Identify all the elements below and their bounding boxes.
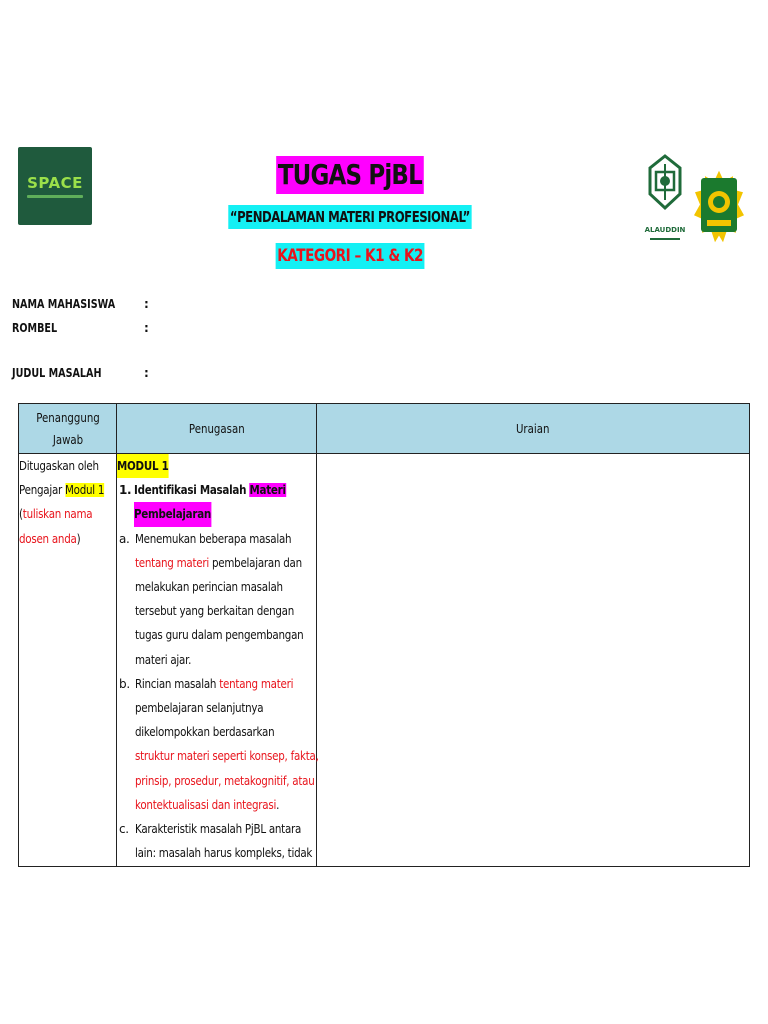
item-red-text: tentang materi	[219, 676, 294, 691]
uin-alauddin-logo	[642, 150, 688, 246]
space-logo-bar	[27, 195, 83, 198]
subtitle-row	[0, 205, 700, 229]
uraian-cell[interactable]	[317, 454, 750, 867]
table-row	[19, 454, 750, 867]
col1-line: Pengajar	[19, 483, 66, 498]
item-text: tugas guru dalam pengembangan	[135, 628, 304, 643]
header-uraian	[317, 404, 750, 454]
list-marker: a.	[119, 531, 130, 546]
header-penugasan	[117, 404, 317, 454]
penanggung-jawab-cell	[19, 454, 117, 867]
uin-logo-text: ALAUDDIN	[644, 226, 686, 234]
list-item	[117, 817, 316, 865]
header-label: Penugasan	[188, 421, 245, 436]
kemenag-logo	[693, 156, 745, 250]
field-colon: :	[144, 297, 149, 311]
category-label: KATEGORI – K1 & K2	[276, 243, 425, 269]
col1-paren: (	[19, 507, 23, 522]
field-label: NAMA MAHASISWA	[12, 297, 116, 311]
item-red-text: prinsip, prosedur, metakognitif, atau	[135, 773, 315, 788]
field-nama-mahasiswa[interactable]	[12, 297, 149, 311]
field-label: JUDUL MASALAH	[12, 366, 102, 380]
item-text: .	[276, 797, 280, 812]
col1-red-text: tuliskan nama	[22, 507, 93, 522]
item-text: dikelompokkan berdasarkan	[135, 725, 275, 740]
item-text: tersebut yang berkaitan dengan	[135, 604, 295, 619]
field-rombel[interactable]	[12, 321, 149, 335]
header-label: Uraian	[516, 421, 550, 436]
space-logo-text: SPACE	[27, 174, 83, 192]
item-text: lain: masalah harus kompleks, tidak	[135, 846, 313, 861]
field-colon: :	[144, 366, 149, 380]
item-red-text: kontektualisasi dan integrasi	[135, 797, 277, 812]
item-text: melakukan perincian masalah	[135, 580, 283, 595]
item-text: Karakteristik masalah PjBL antara	[135, 822, 302, 837]
item-text: Menemukan beberapa masalah	[135, 531, 292, 546]
header-penanggung-jawab	[19, 404, 117, 454]
list-item	[117, 527, 316, 672]
col1-line: Ditugaskan oleh	[19, 459, 99, 473]
list-item	[117, 478, 316, 526]
field-colon: :	[144, 321, 149, 335]
page-subtitle: “PENDALAMAN MATERI PROFESIONAL”	[228, 205, 471, 229]
category-row	[0, 243, 700, 269]
item-red-text: struktur materi seperti konsep, fakta,	[135, 749, 319, 764]
list-marker: c.	[119, 822, 129, 837]
table-header-row	[19, 404, 750, 454]
header-label: Penanggung Jawab	[35, 410, 100, 447]
list-marker: b.	[119, 676, 130, 691]
item-text: materi ajar.	[135, 652, 192, 667]
col1-paren: )	[76, 531, 81, 546]
list-marker: 1.	[119, 483, 132, 498]
page-title: TUGAS PjBL	[276, 156, 423, 194]
item-text: Identifikasi Masalah	[134, 483, 250, 498]
item-text: Rincian masalah	[135, 676, 220, 691]
item-highlight: Materi	[249, 483, 286, 498]
col1-red-text: dosen anda	[19, 531, 77, 546]
field-judul-masalah[interactable]	[12, 366, 149, 380]
list-item	[117, 672, 319, 817]
title-row	[0, 156, 700, 194]
item-text: pembelajaran selanjutnya	[135, 701, 264, 716]
assignment-table	[18, 403, 750, 867]
item-text: pembelajaran dan	[208, 555, 302, 570]
field-label: ROMBEL	[12, 321, 58, 335]
penugasan-cell	[117, 454, 317, 867]
module-title: MODUL 1	[117, 454, 169, 478]
module-highlight: Modul 1	[65, 483, 105, 498]
item-highlight: Pembelajaran	[134, 502, 211, 526]
item-red-text: tentang materi	[135, 555, 209, 570]
